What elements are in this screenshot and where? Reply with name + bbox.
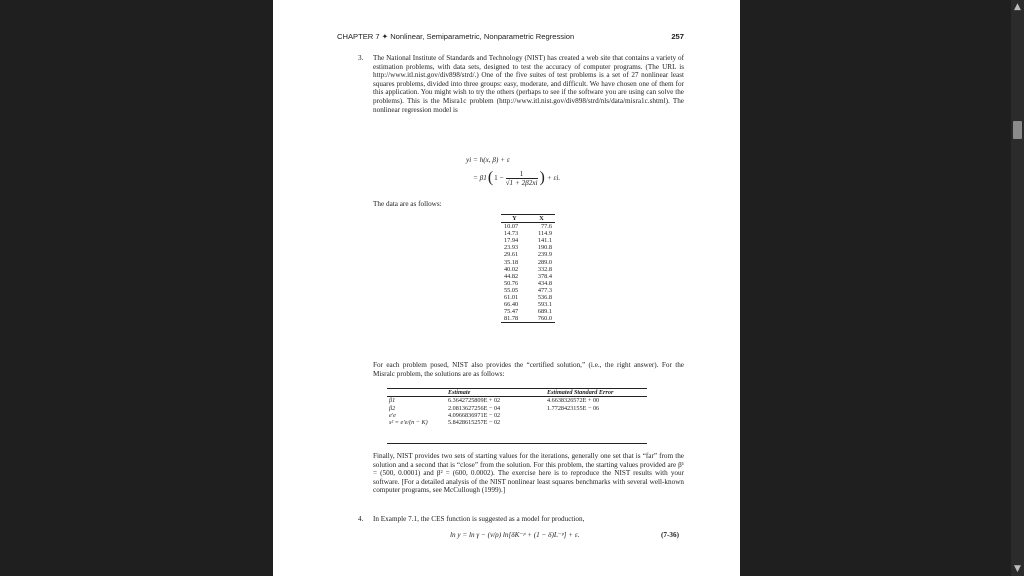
scroll-up-arrow-icon[interactable]: ▲ bbox=[1014, 2, 1021, 12]
solution-table-row bbox=[387, 412, 647, 419]
data-table-row bbox=[501, 230, 555, 237]
data-cell-x: 477.3 bbox=[537, 286, 552, 294]
eq2-open-paren: ( bbox=[487, 169, 494, 186]
data-cell-x: 593.1 bbox=[537, 301, 552, 309]
data-table-row bbox=[501, 244, 555, 251]
data-cell-x: 239.9 bbox=[537, 251, 552, 259]
solution-std-error: 1.7728423155E − 06 bbox=[547, 404, 600, 412]
data-cell-y: 61.01 bbox=[504, 294, 519, 302]
scroll-down-arrow-icon[interactable]: ▼ bbox=[1014, 564, 1021, 574]
data-cell-x: 190.8 bbox=[537, 244, 552, 252]
solution-std-error bbox=[545, 419, 647, 426]
data-cell-y: 14.73 bbox=[504, 230, 519, 238]
data-table-row bbox=[501, 301, 555, 308]
data-table-row bbox=[501, 251, 555, 258]
running-head-title: CHAPTER 7 ✦ Nonlinear, Semiparametric, Nonparametric Regression bbox=[337, 32, 575, 41]
data-cell-y: 17.94 bbox=[504, 237, 519, 245]
model-equation-line2 bbox=[473, 169, 560, 187]
ces-equation: ln y = ln γ − (ν/ρ) ln[δK⁻ᵖ + (1 − δ)L⁻ᵖ] + ε. bbox=[450, 531, 580, 539]
solution-header-estimate: Estimate bbox=[446, 389, 545, 397]
eq2-rhs: + εi. bbox=[546, 174, 561, 182]
data-cell-y: 81.78 bbox=[501, 315, 528, 323]
scroll-thumb[interactable] bbox=[1013, 121, 1022, 139]
model-equation-line1: yi = h(x, β) + ε bbox=[466, 156, 510, 164]
data-header-x: X bbox=[528, 215, 555, 223]
data-cell-x: 689.1 bbox=[537, 308, 552, 316]
data-cell-x: 760.0 bbox=[528, 315, 555, 323]
eq2-numerator: 1 bbox=[506, 170, 538, 179]
data-cell-x: 114.9 bbox=[538, 230, 552, 238]
data-cell-y: 40.02 bbox=[504, 265, 519, 273]
data-table-row bbox=[501, 223, 555, 231]
solution-estimate: 5.8428615257E − 02 bbox=[448, 419, 501, 427]
data-cell-x: 332.8 bbox=[537, 265, 552, 273]
solution-param: β1 bbox=[389, 397, 396, 405]
data-cell-y: 10.07 bbox=[504, 223, 519, 231]
data-table-row bbox=[501, 294, 555, 301]
data-header-y: Y bbox=[501, 215, 528, 223]
problem-3-text: The National Institute of Standards and Technology (NIST) has created a web site that contains a variety of estimation problems, with data sets, designed to test the accuracy of computer programs. (The URL is http://www.itl.nist.gov/div898/strd/.) One of the five suites of test problems is a set of 27 nonlinear least squares problems, divided into three groups: easy, moderate, and difficult. We have chosen one of them for this application. You might wish to try the others (perhaps to see if the software you are using can solve the problems). This is the Misra1c problem (http://www.itl.nist.gov/div898/strd/nls/data/misra1c.shtml). The nonlinear regression model is bbox=[373, 54, 684, 114]
solution-param: s² = e′e/(n − K) bbox=[389, 419, 428, 427]
data-table-row bbox=[501, 259, 555, 266]
certified-solution-text: For each problem posed, NIST also provides the “certified solution,” (i.e., the right answer). For the Misralc problem, the solutions are as follows: bbox=[373, 361, 684, 378]
data-cell-y: 50.76 bbox=[504, 279, 519, 287]
ces-equation-number: (7-36) bbox=[661, 531, 679, 539]
data-intro: The data are as follows: bbox=[373, 200, 442, 208]
data-cell-x: 378.4 bbox=[537, 272, 552, 280]
data-cell-y: 29.61 bbox=[504, 251, 519, 259]
data-cell-y: 55.05 bbox=[504, 286, 519, 294]
data-cell-y: 23.93 bbox=[504, 244, 519, 252]
data-cell-y: 44.82 bbox=[504, 272, 519, 280]
solution-estimate: 6.3642725809E + 02 bbox=[448, 397, 501, 405]
eq2-close-paren: ) bbox=[539, 169, 545, 186]
solution-std-error bbox=[545, 412, 647, 419]
solution-param: β2 bbox=[389, 404, 396, 412]
data-table-row bbox=[501, 280, 555, 287]
data-cell-x: 536.8 bbox=[537, 294, 552, 302]
data-cell-y: 66.40 bbox=[504, 301, 519, 309]
solution-table-row bbox=[387, 419, 647, 426]
solution-table-row bbox=[387, 397, 647, 405]
data-table-row bbox=[501, 308, 555, 315]
document-page bbox=[273, 0, 740, 576]
solution-estimate: 4.0966836971E − 02 bbox=[448, 411, 501, 419]
eq2-one: 1 − bbox=[494, 174, 504, 182]
eq2-denominator: √1 + 2β2xi bbox=[505, 178, 538, 187]
eq2-fraction bbox=[506, 170, 538, 187]
data-cell-y: 75.47 bbox=[504, 308, 519, 316]
data-table-row bbox=[501, 273, 555, 280]
eq2-lhs: = β1 bbox=[473, 174, 487, 182]
solution-estimate: 2.0813627256E − 04 bbox=[448, 404, 501, 412]
problem-3-number: 3. bbox=[358, 54, 364, 62]
data-cell-y: 35.18 bbox=[504, 258, 519, 266]
solution-param: e′e bbox=[389, 411, 396, 419]
problem-4-number: 4. bbox=[358, 515, 364, 523]
solution-table-row bbox=[387, 405, 647, 412]
problem-4-text: In Example 7.1, the CES function is suggested as a model for production, bbox=[373, 515, 585, 523]
solution-header-param bbox=[387, 389, 446, 397]
final-paragraph: Finally, NIST provides two sets of starting values for the iterations, generally one set that is “far” from the solution and a second that is “close” from the solution. For this problem, the starting values provided are β¹ = (500, 0.0001) and β² = (600, 0.0002). The exercise here is to reproduce the NIST results with your software. [For a detailed analysis of the NIST nonlinear least squares benchmarks with several well-known computer programs, see McCullough (1999).] bbox=[373, 452, 684, 495]
page-number: 257 bbox=[671, 32, 684, 41]
solution-std-error: 4.6638326572E + 00 bbox=[547, 397, 600, 405]
data-cell-x: 141.1 bbox=[537, 237, 552, 245]
data-cell-x: 289.0 bbox=[537, 258, 552, 266]
vertical-scrollbar[interactable] bbox=[1011, 0, 1024, 576]
data-table bbox=[501, 215, 555, 323]
data-cell-x: 77.6 bbox=[540, 223, 552, 231]
data-cell-x: 434.8 bbox=[537, 279, 552, 287]
data-table-row bbox=[501, 237, 555, 244]
data-table-row bbox=[501, 287, 555, 294]
solution-header-std-error: Estimated Standard Error bbox=[545, 389, 647, 397]
running-header bbox=[337, 32, 684, 41]
data-table-row bbox=[501, 266, 555, 273]
solution-table-bottom-rule bbox=[387, 443, 647, 444]
solution-table bbox=[387, 389, 647, 426]
data-table-row bbox=[501, 315, 555, 323]
